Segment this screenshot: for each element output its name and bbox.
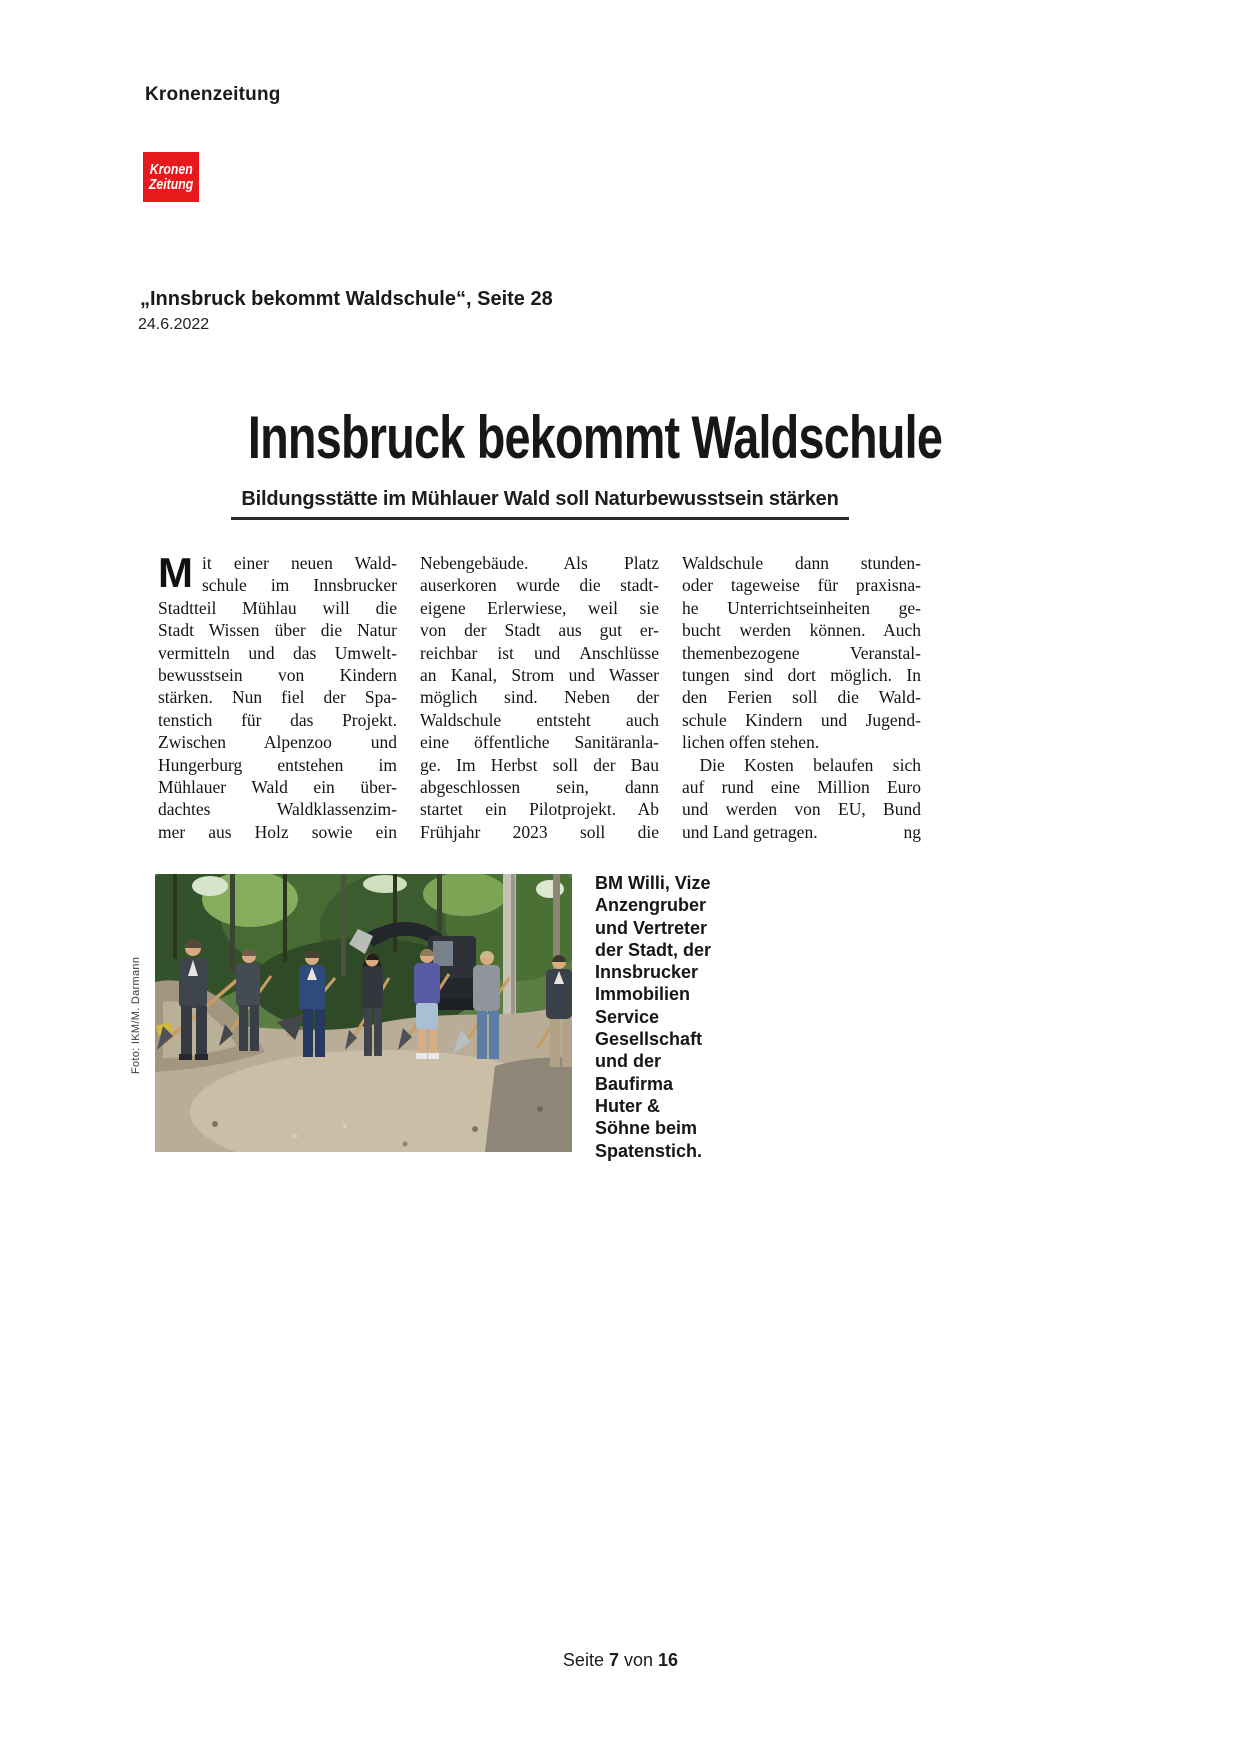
text-line: Hungerburg entstehen im: [158, 754, 397, 775]
column-3-lines: [682, 552, 921, 843]
text-line: Mühlauer Wald ein über-: [158, 777, 397, 798]
text-line: Frühjahr 2023 soll die: [420, 821, 659, 842]
article-photo: [155, 874, 572, 1152]
footer-page-number: 7: [608, 1650, 619, 1670]
text-line: tenstich für das Projekt.: [158, 709, 397, 730]
text-line: Service: [595, 1006, 660, 1027]
photo-caption: [595, 872, 740, 1162]
text-line: von der Stadt aus gut er-: [420, 620, 659, 641]
text-line: stärken. Nun fiel der Spa-: [158, 687, 397, 708]
text-line: auf rund eine Million Euro: [682, 777, 921, 798]
drop-cap: M: [158, 549, 193, 596]
article-column-3: [682, 552, 921, 843]
article-subheadline-row: [150, 488, 930, 520]
column-1-lines: [158, 549, 397, 843]
text-line: themenbezogene Veranstal-: [682, 642, 921, 663]
photo-credit: Foto: IKM/M. Darmann: [130, 956, 142, 1074]
groundbreaking-photo-illustration: [155, 874, 572, 1152]
clipping-title: „Innsbruck bekommt Waldschule“, Seite 28: [140, 288, 553, 310]
text-line: schule im Innsbrucker: [202, 575, 397, 596]
text-line: Söhne beim: [595, 1118, 698, 1139]
text-line: BM Willi, Vize: [595, 873, 711, 893]
footer-total-pages: 16: [658, 1650, 679, 1670]
text-line: Waldschule dann stunden-: [682, 553, 921, 573]
clipping-date: 24.6.2022: [138, 316, 210, 333]
text-line: vermitteln und das Umwelt-: [158, 642, 397, 663]
text-line: und Land getragen. ng: [682, 821, 921, 842]
page-footer: [0, 1650, 1241, 1671]
text-line: Huter &: [595, 1095, 661, 1116]
article-headline-row: [150, 404, 943, 471]
text-line: abgeschlossen sein, dann: [420, 777, 659, 798]
text-line: bucht werden können. Auch: [682, 620, 921, 641]
text-line: Immobilien: [595, 984, 691, 1005]
logo-line-1: Kronen: [149, 161, 193, 178]
text-line: eigene Erlerwiese, weil sie: [420, 597, 659, 618]
text-line: dachtes Waldklassenzim-: [158, 799, 397, 820]
text-line: Nebengebäude. Als Platz: [420, 553, 659, 573]
article-column-2: [420, 552, 659, 843]
article-subheadline: Bildungsstätte im Mühlauer Wald soll Naturbewusstsein stärken: [231, 488, 848, 520]
text-line: und Vertreter: [595, 917, 708, 938]
text-line: Spatenstich.: [595, 1140, 703, 1161]
text-line: tungen sind dort möglich. In: [682, 665, 921, 686]
article-column-1: [158, 549, 397, 843]
text-line: reichbar ist und Anschlüsse: [420, 642, 659, 663]
text-line: Stadt Wissen über die Natur: [158, 620, 397, 641]
text-line: oder tageweise für praxisna-: [682, 575, 921, 596]
text-line: Gesellschaft: [595, 1029, 703, 1050]
logo-line-2: Zeitung: [148, 176, 194, 193]
text-line: Die Kosten belaufen sich: [682, 754, 921, 775]
text-line: eine öffentliche Sanitäranla-: [420, 732, 659, 753]
text-line: Innsbrucker: [595, 962, 699, 983]
kronen-zeitung-logo: [143, 152, 199, 202]
text-line: Baufirma: [595, 1073, 674, 1094]
text-line: Stadtteil Mühlau will die: [158, 597, 397, 618]
text-line: it einer neuen Wald-: [202, 553, 397, 573]
text-line: Waldschule entsteht auch: [420, 709, 659, 730]
text-line: der Stadt, der: [595, 939, 712, 960]
text-line: mer aus Holz sowie ein: [158, 821, 397, 842]
footer-conjunction: von: [624, 1650, 654, 1670]
text-line: an Kanal, Strom und Wasser: [420, 665, 659, 686]
text-line: ge. Im Herbst soll der Bau: [420, 754, 659, 775]
text-line: und werden von EU, Bund: [682, 799, 921, 820]
text-line: lichen offen stehen.: [682, 732, 820, 753]
text-line: möglich sind. Neben der: [420, 687, 659, 708]
footer-label: Seite: [562, 1650, 604, 1670]
text-line: Zwischen Alpenzoo und: [158, 732, 397, 753]
source-name: Kronenzeitung: [145, 84, 281, 105]
article-body: [158, 549, 922, 843]
text-line: den Ferien soll die Wald-: [682, 687, 921, 708]
text-line: schule Kindern und Jugend-: [682, 709, 921, 730]
text-line: auserkoren wurde die stadt-: [420, 575, 659, 596]
text-line: startet ein Pilotprojekt. Ab: [420, 799, 659, 820]
text-line: und der: [595, 1051, 661, 1072]
article-headline: Innsbruck bekommt Waldschule: [247, 404, 943, 471]
text-line: Anzengruber: [595, 895, 707, 916]
text-line: he Unterrichtseinheiten ge-: [682, 597, 921, 618]
text-line: bewusstsein von Kindern: [158, 665, 397, 686]
column-2-lines: [420, 552, 659, 843]
